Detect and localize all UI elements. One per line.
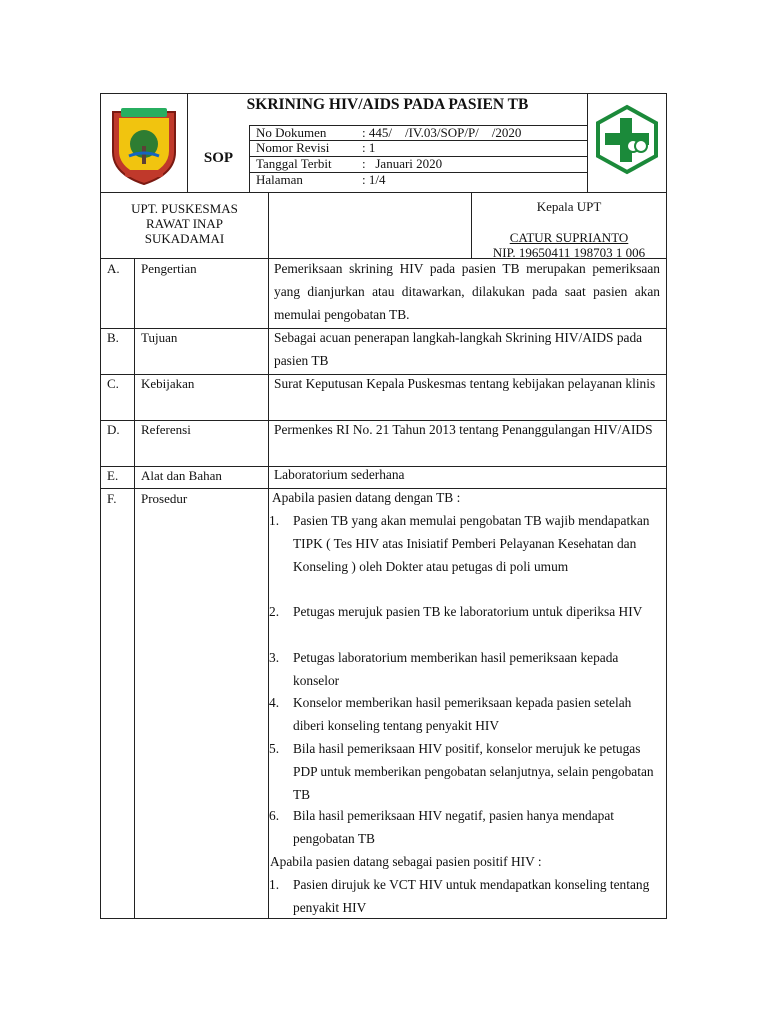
unit-name-line1: UPT. PUSKESMAS (131, 201, 238, 216)
step-text: Petugas laboratorium memberikan hasil pemeriksaan kepada konselor (293, 650, 619, 688)
signature-name: CATUR SUPRIANTO (509, 230, 629, 245)
section-letter: B. (107, 330, 119, 345)
section-letter: A. (107, 261, 120, 276)
step-text: Bila hasil pemeriksaan HIV positif, konselor merujuk ke petugas PDP untuk memberikan pengobatan selanjutnya, selain pengobatan TB (293, 741, 654, 802)
doc-info-value: : 445/ /IV.03/SOP/P/ /2020 (362, 125, 522, 140)
doc-info-value: : Januari 2020 (362, 156, 443, 171)
step-text: Konselor memberikan hasil pemeriksaan kepada pasien setelah diberi konseling tentang penyakit HIV (293, 695, 632, 733)
step-number: 4. (269, 695, 280, 710)
section-text: Pemeriksaan skrining HIV pada pasien TB merupakan pemeriksaan yang dianjurkan atau ditawarkan, dilakukan pada saat pasien akan memulai pengobatan TB. (274, 261, 660, 322)
divider (134, 258, 135, 919)
section-letter: F. (107, 491, 117, 506)
section-label: Tujuan (141, 330, 178, 345)
procedure-step (269, 600, 661, 623)
divider (100, 192, 667, 193)
step-number: 2. (269, 604, 280, 619)
regency-emblem-icon (101, 94, 187, 192)
procedure-step (269, 873, 661, 919)
signature-nip: NIP. 19650411 198703 1 006 (492, 245, 646, 260)
step-text: Petugas merujuk pasien TB ke laboratorium untuk diperiksa HIV (293, 604, 643, 619)
procedure-intro: Apabila pasien datang sebagai pasien positif HIV : (270, 854, 542, 869)
step-number: 1. (269, 513, 280, 528)
step-number: 6. (269, 808, 280, 823)
puskesmas-cross-icon (588, 94, 666, 192)
section-text: Surat Keputusan Kepala Puskesmas tentang kebijakan pelayanan klinis (274, 376, 656, 391)
unit-name-line2: RAWAT INAP (145, 216, 224, 231)
section-label: Referensi (141, 422, 191, 437)
section-letter: D. (107, 422, 120, 437)
section-label: Alat dan Bahan (141, 468, 222, 483)
left-logo (101, 94, 187, 192)
procedure-step (269, 646, 661, 692)
step-text: Pasien dirujuk ke VCT HIV untuk mendapatkan konseling tentang penyakit HIV (293, 877, 650, 915)
right-logo (588, 94, 666, 192)
step-number: 3. (269, 650, 280, 665)
section-label: Pengertian (141, 261, 197, 276)
doc-info-label: Halaman (256, 172, 303, 187)
section-letter: C. (107, 376, 119, 391)
unit-name-line3: SUKADAMAI (144, 231, 225, 246)
section-text: Laboratorium sederhana (274, 467, 405, 482)
section-letter: E. (107, 468, 119, 483)
section-label: Kebijakan (141, 376, 195, 391)
divider (268, 192, 269, 259)
section-text: Permenkes RI No. 21 Tahun 2013 tentang Penanggulangan HIV/AIDS (274, 422, 653, 437)
doc-info-label: Nomor Revisi (256, 140, 330, 155)
table-border-right (666, 93, 667, 919)
step-text: Bila hasil pemeriksaan HIV negatif, pasien hanya mendapat pengobatan TB (293, 808, 615, 846)
procedure-step (269, 737, 661, 806)
doc-info-value: : 1 (362, 140, 376, 155)
signature-role: Kepala UPT (536, 199, 602, 214)
procedure-step (269, 691, 661, 737)
step-number: 1. (269, 877, 280, 892)
procedure-intro: Apabila pasien datang dengan TB : (272, 490, 461, 505)
procedure-step (269, 804, 661, 850)
document-title: SKRINING HIV/AIDS PADA PASIEN TB (246, 96, 529, 113)
doc-info-label: No Dokumen (256, 125, 327, 140)
section-text: Sebagai acuan penerapan langkah-langkah Skrining HIV/AIDS pada pasien TB (274, 330, 643, 368)
section-label: Prosedur (141, 491, 188, 506)
sop-label: SOP (203, 150, 234, 166)
doc-info-label: Tanggal Terbit (256, 156, 332, 171)
procedure-step (269, 509, 661, 578)
step-text: Pasien TB yang akan memulai pengobatan TB wajib mendapatkan TIPK ( Tes HIV atas Inisiatif Pemberi Pelayanan Kesehatan dan Konseling ) oleh Dokter atau petugas di poli umum (293, 513, 650, 574)
step-number: 5. (269, 741, 280, 756)
doc-info-value: : 1/4 (362, 172, 386, 187)
divider (249, 125, 250, 192)
